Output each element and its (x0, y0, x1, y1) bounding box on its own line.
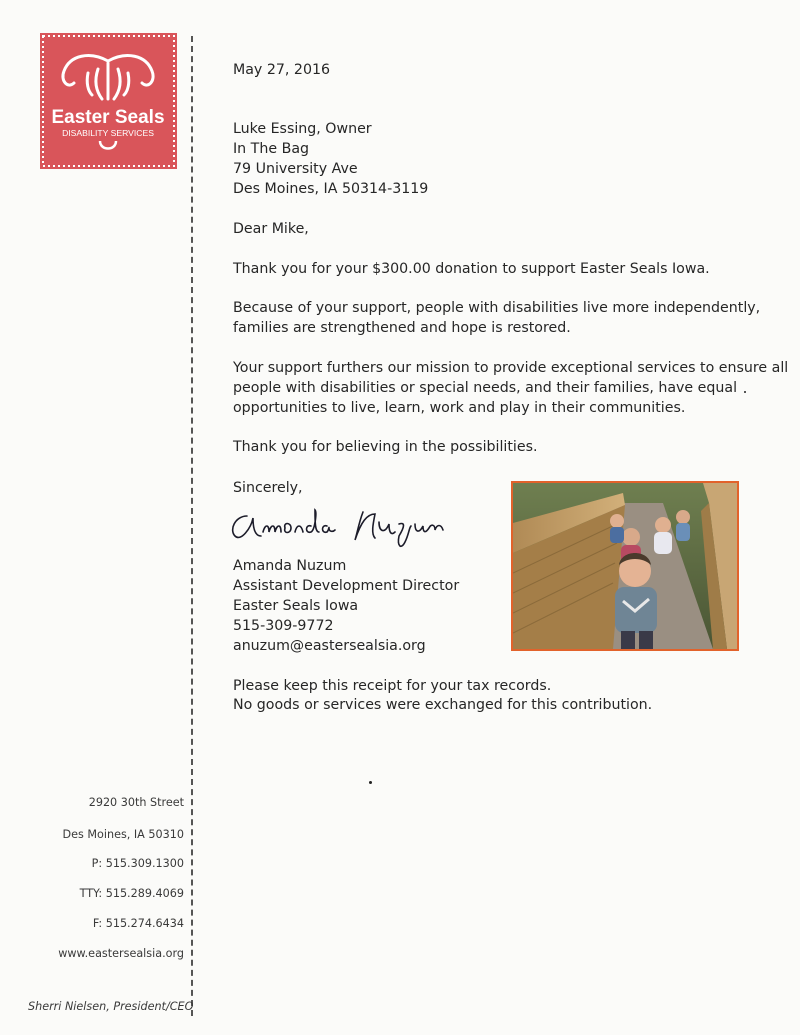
sidebar-tty: TTY: 515.289.4069 (79, 887, 184, 900)
scan-speck (744, 391, 746, 393)
signer-phone: 515-309-9772 (233, 618, 334, 634)
paragraph-line: people with disabilities or special needs, and their families, have equal (233, 380, 738, 396)
ceo-line: Sherri Nielsen, President/CEO (28, 1000, 194, 1013)
letter-date: May 27, 2016 (233, 62, 331, 78)
closing: Sincerely, (233, 480, 303, 496)
salutation: Dear Mike, (233, 221, 309, 237)
paragraph (233, 298, 763, 338)
signer-title: Assistant Development Director (233, 578, 460, 594)
paragraph-line: families are strengthened and hope is restored. (233, 320, 571, 336)
signer-org: Easter Seals Iowa (233, 598, 359, 614)
sidebar-address: 2920 30th Street (88, 796, 184, 809)
sidebar-website: www.eastersealsia.org (58, 947, 184, 960)
sidebar-phone: P: 515.309.1300 (91, 857, 184, 870)
paragraph (233, 358, 789, 418)
dashed-divider (191, 36, 193, 1016)
paragraph-line: Thank you for believing in the possibilities. (233, 439, 538, 455)
recipient-line: Luke Essing, Owner (233, 121, 372, 137)
paragraph-line: Thank you for your $300.00 donation to support Easter Seals Iowa. (233, 261, 710, 277)
easter-seals-logo (40, 33, 177, 169)
logo-tagline: DISABILITY SERVICES (62, 128, 154, 138)
recipient-line: Des Moines, IA 50314-3119 (233, 181, 429, 197)
paragraph-line: opportunities to live, learn, work and play in their communities. (233, 400, 686, 416)
receipt-note: No goods or services were exchanged for this contribution. (233, 697, 653, 713)
sidebar-fax: F: 515.274.6434 (92, 917, 184, 930)
paragraph (233, 437, 763, 457)
children-running-photo (511, 481, 739, 651)
signer-name: Amanda Nuzum (233, 558, 347, 574)
paragraph-line: Because of your support, people with disabilities live more independently, (233, 300, 761, 316)
signer-email: anuzum@eastersealsia.org (233, 638, 426, 654)
recipient-line: In The Bag (233, 141, 310, 157)
handwritten-signature (225, 492, 475, 552)
logo-name: Easter Seals (51, 107, 165, 128)
recipient-line: 79 University Ave (233, 161, 358, 177)
scan-speck (369, 781, 372, 784)
sidebar-city: Des Moines, IA 50310 (62, 828, 184, 841)
receipt-note: Please keep this receipt for your tax records. (233, 678, 552, 694)
paragraph (233, 259, 763, 279)
paragraph-line: Your support furthers our mission to provide exceptional services to ensure all (233, 360, 789, 376)
